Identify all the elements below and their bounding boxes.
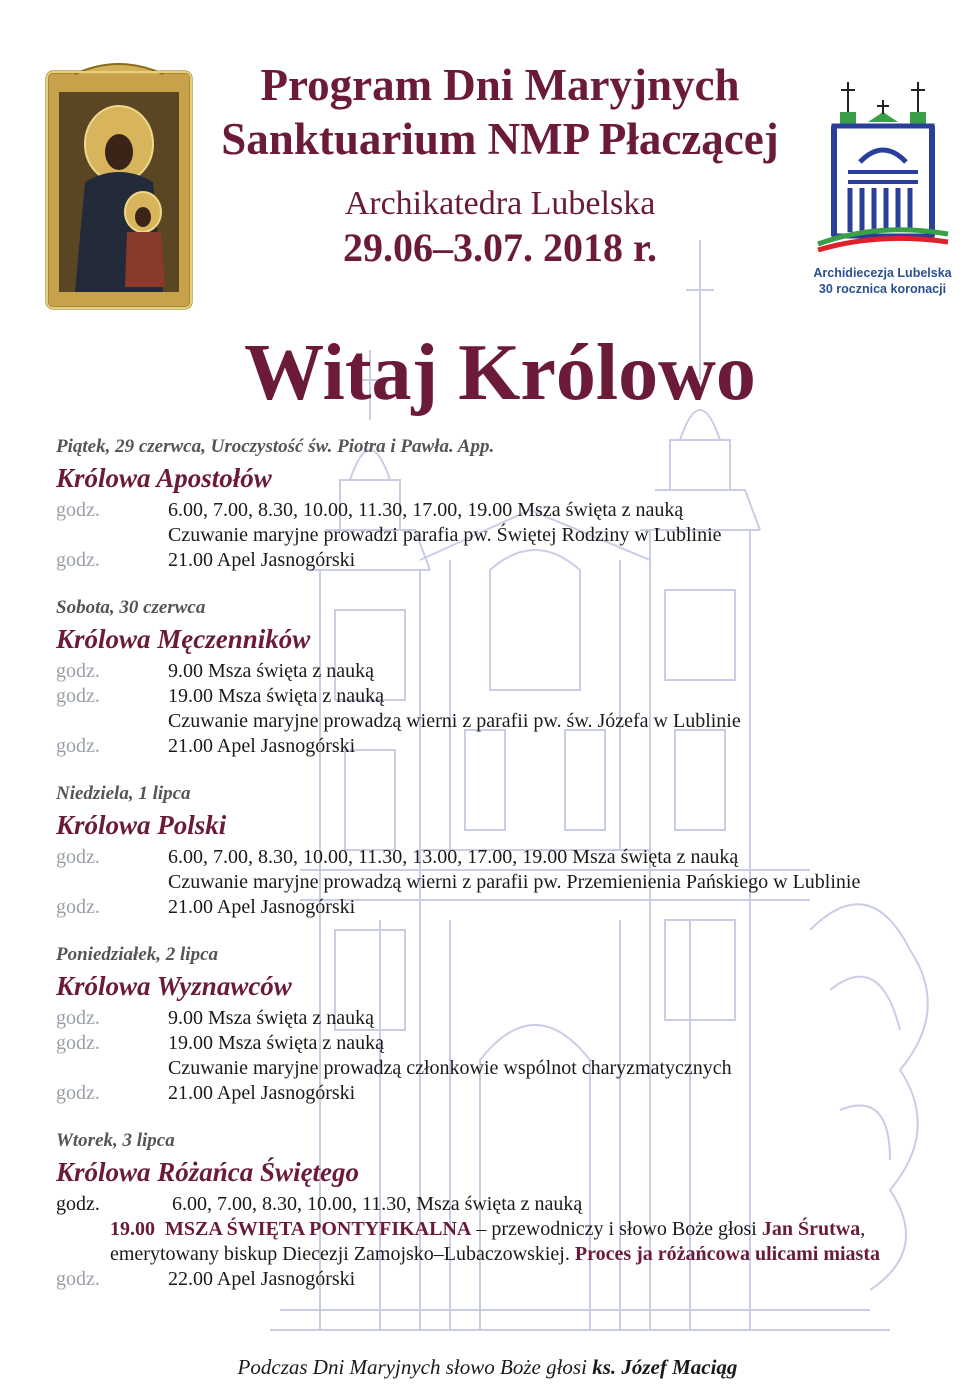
row-text: 21.00 Apel Jasnogórski <box>168 1082 356 1104</box>
day-header: Niedziela, 1 lipca <box>56 783 191 804</box>
row-text: 21.00 Apel Jasnogórski <box>168 549 356 571</box>
day-title: Królowa Wyznawców <box>56 971 292 1001</box>
row-text: 19.00 Msza święta z nauką <box>168 1032 385 1054</box>
time-label: godz. <box>56 846 100 868</box>
row-text: Czuwanie maryjne prowadzą wierni z parafii pw. św. Józefa w Lublinie <box>168 710 741 732</box>
schedule-row <box>56 1006 956 1031</box>
poster-subtitle: Archikatedra Lubelska <box>344 185 656 222</box>
pont-text2: , emerytowany biskup Diecezji Zamojsko–Lubaczowskiej. <box>110 1218 866 1265</box>
pont-name: Jan Śrutwa <box>761 1218 861 1240</box>
row-text: 22.00 Apel Jasnogórski <box>168 1268 356 1290</box>
pont-procession: Proces ja różańcowa ulicami miasta <box>574 1243 880 1265</box>
day-header: Sobota, 30 czerwca <box>56 597 206 618</box>
row-text: 6.00, 7.00, 8.30, 10.00, 11.30, Msza święta z nauką <box>172 1193 583 1215</box>
row-text: 9.00 Msza święta z nauką <box>168 660 375 682</box>
schedule-row <box>56 1056 956 1081</box>
time-label: godz. <box>56 499 100 521</box>
poster-header <box>0 58 975 272</box>
day-section <box>56 595 956 759</box>
pont-text1: – przewodniczy i słowo Boże głosi <box>471 1218 762 1240</box>
time-label <box>56 870 168 895</box>
schedule-row <box>56 870 956 895</box>
schedule-row <box>56 1267 956 1292</box>
schedule-row <box>56 734 956 759</box>
poster-title-line2: Sanktuarium NMP Płaczącej <box>221 114 779 164</box>
schedule-row <box>56 709 956 734</box>
schedule-row <box>56 845 956 870</box>
pontifical-mass-note <box>110 1217 920 1267</box>
row-text: 6.00, 7.00, 8.30, 10.00, 11.30, 17.00, 19.00 Msza święta z nauką <box>168 499 684 521</box>
row-text: 19.00 Msza święta z nauką <box>168 685 385 707</box>
row-text: 9.00 Msza święta z nauką <box>168 1007 375 1029</box>
row-text: 21.00 Apel Jasnogórski <box>168 896 356 918</box>
pont-title: MSZA ŚWIĘTA PONTYFIKALNA <box>165 1218 472 1240</box>
schedule-row <box>56 1081 956 1106</box>
time-label: godz. <box>56 1082 100 1104</box>
time-label: godz. <box>56 1268 100 1290</box>
time-label <box>56 709 168 734</box>
main-title: Witaj Królowo <box>244 329 756 417</box>
schedule-row <box>56 1192 956 1217</box>
days-list <box>56 434 956 1106</box>
time-label: godz. <box>56 660 100 682</box>
footer-name: ks. Józef Maciąg <box>592 1355 738 1379</box>
schedule-row <box>56 498 956 523</box>
footer-note <box>0 1355 975 1380</box>
day-title: Królowa Apostołów <box>56 463 272 493</box>
day-title: Królowa Męczenników <box>56 624 311 654</box>
day-title: Królowa Różańca Świętego <box>56 1157 360 1187</box>
schedule-row <box>56 548 956 573</box>
time-label: godz. <box>56 1007 100 1029</box>
day-section-tuesday <box>56 1128 956 1292</box>
schedule-row <box>56 659 956 684</box>
day-section <box>56 781 956 920</box>
row-text: Czuwanie maryjne prowadzi parafia pw. Świętej Rodziny w Lublinie <box>168 524 722 546</box>
logo-caption-line2: 30 rocznica koronacji <box>818 282 947 296</box>
row-text: Czuwanie maryjne prowadzą członkowie wspólnot charyzmatycznych <box>168 1057 732 1079</box>
time-label <box>56 1056 168 1081</box>
schedule-row <box>56 684 956 709</box>
day-header: Wtorek, 3 lipca <box>56 1130 175 1151</box>
day-section <box>56 434 956 573</box>
pont-time: 19.00 <box>110 1218 155 1240</box>
time-label: godz. <box>56 685 100 707</box>
schedule-row <box>56 523 956 548</box>
logo-caption-line1: Archidiecezja Lubelska <box>813 266 952 280</box>
time-label: godz. <box>56 735 100 757</box>
day-header: Piątek, 29 czerwca, Uroczystość św. Piotra i Pawła. App. <box>56 436 495 457</box>
day-header: Poniedziałek, 2 lipca <box>56 944 219 965</box>
poster-dates: 29.06–3.07. 2018 r. <box>342 225 658 270</box>
schedule <box>56 434 956 1314</box>
time-label: godz. <box>56 1193 100 1215</box>
schedule-row <box>56 1031 956 1056</box>
time-label: godz. <box>56 1032 100 1054</box>
footer-text: Podczas Dni Maryjnych słowo Boże głosi <box>237 1355 593 1379</box>
day-section <box>56 942 956 1106</box>
poster-title-line1: Program Dni Maryjnych <box>260 60 740 110</box>
time-label: godz. <box>56 896 100 918</box>
row-text: 21.00 Apel Jasnogórski <box>168 735 356 757</box>
day-title: Królowa Polski <box>56 810 227 840</box>
schedule-row <box>56 895 956 920</box>
row-text: Czuwanie maryjne prowadzą wierni z parafii pw. Przemienienia Pańskiego w Lublinie <box>168 871 861 893</box>
time-label <box>56 523 168 548</box>
row-text: 6.00, 7.00, 8.30, 10.00, 11.30, 13.00, 17.00, 19.00 Msza święta z nauką <box>168 846 739 868</box>
time-label: godz. <box>56 549 100 571</box>
